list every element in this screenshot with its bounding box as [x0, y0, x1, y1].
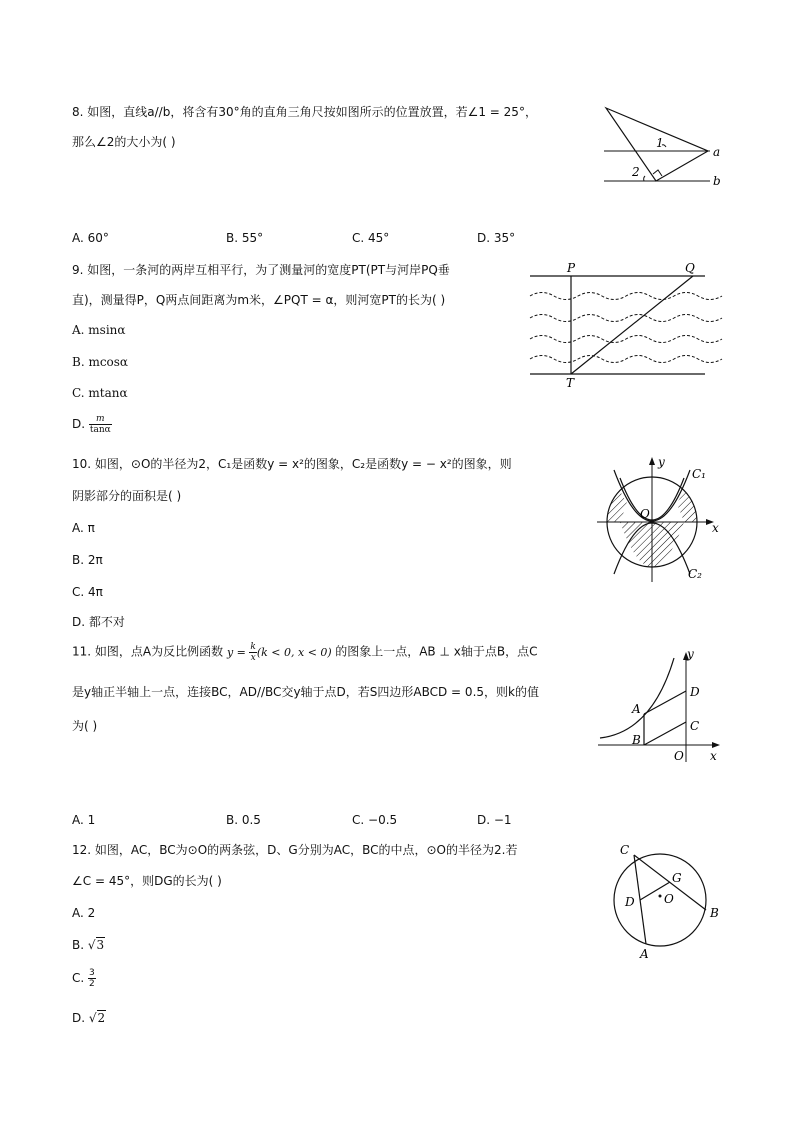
q12-option-d-prefix: D. [72, 1011, 86, 1025]
q10-option-b[interactable]: B. 2π [72, 553, 103, 567]
q11-function-lhs: y = [226, 645, 246, 659]
q11-function-denominator: x [250, 653, 256, 663]
q12-label-a: A [640, 947, 649, 961]
q12-option-d-radicand: 2 [97, 1011, 106, 1025]
q11-line1 [72, 642, 537, 663]
q9-option-c[interactable]: C. mtanα [72, 386, 128, 400]
q12-line2: ∠C = 45°，则DG的长为( ) [72, 874, 222, 888]
q9-option-a[interactable]: A. msinα [72, 323, 126, 337]
q9-label-p: P [567, 261, 576, 275]
q10-line2: 阴影部分的面积是( ) [72, 489, 182, 503]
q9-option-d-fraction [89, 414, 112, 435]
q10-line1: 10. 如图，⊙O的半径为2，C₁是函数y = x²的图象，C₂是函数y = − x²的图象，则 [72, 457, 512, 471]
q12-center-dot [659, 895, 662, 898]
q8-angle2-arc [644, 176, 645, 181]
q12-option-a[interactable]: A. 2 [72, 906, 96, 920]
q9-option-d-denominator: tanα [89, 425, 111, 435]
q12-option-b[interactable] [72, 937, 105, 953]
q9-wave-3 [530, 336, 722, 343]
q12-label-c: C [620, 843, 630, 857]
q11-label-d: D [690, 685, 700, 699]
q12-label-d: D [625, 895, 635, 909]
q8-line2: 那么∠2的大小为( ) [72, 135, 176, 149]
q10-label-c1: C₁ [692, 467, 706, 481]
q9-segment-tq [571, 276, 693, 374]
q11-function-numerator: k [250, 642, 256, 652]
q8-option-a[interactable]: A. 60° [72, 231, 109, 245]
q12-figure [608, 840, 728, 962]
q12-option-d-sqrt: √2 [88, 1011, 106, 1025]
q8-option-c[interactable]: C. 45° [352, 231, 390, 245]
q8-label-2: 2 [632, 165, 640, 179]
q11-x-arrow [712, 742, 720, 748]
q12-option-b-radicand: 3 [96, 938, 105, 952]
q11-label-a: A [632, 702, 641, 716]
q9-option-b[interactable]: B. mcosα [72, 355, 129, 369]
q11-option-c[interactable]: C. −0.5 [352, 813, 398, 827]
q9-line2: 直)，测量得P，Q两点间距离为m米，∠PQT = α，则河宽PT的长为( ) [72, 293, 446, 307]
q9-wave-1 [530, 293, 722, 300]
q9-wave-2 [530, 315, 722, 322]
q10-label-x: x [712, 521, 719, 535]
q11-label-b: B [632, 733, 641, 747]
q10-label-y: y [658, 455, 665, 469]
q11-hyperbola [600, 658, 674, 738]
q11-option-a[interactable]: A. 1 [72, 813, 96, 827]
q9-label-t: T [566, 376, 575, 390]
q10-option-c[interactable]: C. 4π [72, 585, 103, 599]
q11-function [226, 642, 335, 663]
q9-option-d-prefix: D. [72, 417, 86, 431]
q9-figure [525, 260, 720, 390]
q8-label-a: a [713, 145, 721, 159]
q12-option-c-denominator: 2 [89, 979, 95, 989]
q8-option-b[interactable]: B. 55° [226, 231, 264, 245]
q12-label-g: G [672, 871, 682, 885]
q11-line2: 是y轴正半轴上一点，连接BC，AD//BC交y轴于点D，若S四边形ABCD = 0.5，则k的值 [72, 685, 539, 699]
q8-right-angle-mark [653, 170, 662, 176]
q10-option-d[interactable]: D. 都不对 [72, 615, 125, 629]
q8-label-1: 1 [656, 136, 664, 150]
q10-label-o: O [640, 507, 650, 521]
q11-option-b[interactable]: B. 0.5 [226, 813, 261, 827]
q12-label-o: O [664, 892, 674, 906]
q11-segment-bc [644, 722, 686, 745]
q9-option-d[interactable] [72, 414, 112, 435]
q10-figure [592, 452, 724, 590]
q10-label-c2: C₂ [688, 567, 702, 581]
q11-segment-ad [644, 691, 686, 714]
q11-line1-end: 的图象上一点，AB ⊥ x轴于点B，点C [335, 644, 538, 659]
q11-label-x: x [710, 749, 717, 763]
q8-label-b: b [713, 174, 721, 188]
q11-label-o: O [674, 749, 684, 763]
q11-option-d[interactable]: D. −1 [477, 813, 512, 827]
q12-option-c-numerator: 3 [89, 968, 95, 978]
q12-option-b-sqrt: √3 [87, 938, 105, 952]
q12-option-c-prefix: C. [72, 971, 85, 985]
q9-option-d-numerator: m [89, 414, 112, 425]
q10-option-a[interactable]: A. π [72, 521, 95, 535]
q11-function-fraction [249, 642, 256, 663]
q8-figure [598, 100, 728, 195]
q12-label-b: B [710, 906, 719, 920]
q9-line1: 9. 如图，一条河的两岸互相平行，为了测量河的宽度PT(PT与河岸PQ垂 [72, 263, 450, 277]
q8-line1: 8. 如图，直线a//b，将含有30°角的直角三角尺按如图所示的位置放置，若∠1 = 25°， [72, 105, 537, 119]
q11-label-y: y [687, 647, 694, 661]
q11-line1-start: 11. 如图，点A为反比例函数 [72, 644, 224, 659]
q12-option-c[interactable] [72, 968, 96, 989]
q9-label-q: Q [685, 261, 695, 275]
q9-wave-4 [530, 356, 722, 363]
q10-y-arrow [649, 457, 655, 465]
q12-option-b-prefix: B. [72, 938, 85, 952]
q8-option-d[interactable]: D. 35° [477, 231, 516, 245]
q12-option-c-fraction [88, 968, 96, 989]
q12-line1: 12. 如图，AC，BC为⊙O的两条弦，D、G分别为AC，BC的中点，⊙O的半径为2.若 [72, 843, 518, 857]
q12-option-d[interactable] [72, 1010, 106, 1026]
q11-label-c: C [690, 719, 700, 733]
q11-line3: 为( ) [72, 719, 98, 733]
q11-figure [592, 644, 726, 766]
q11-function-condition: (k < 0, x < 0) [256, 645, 332, 659]
